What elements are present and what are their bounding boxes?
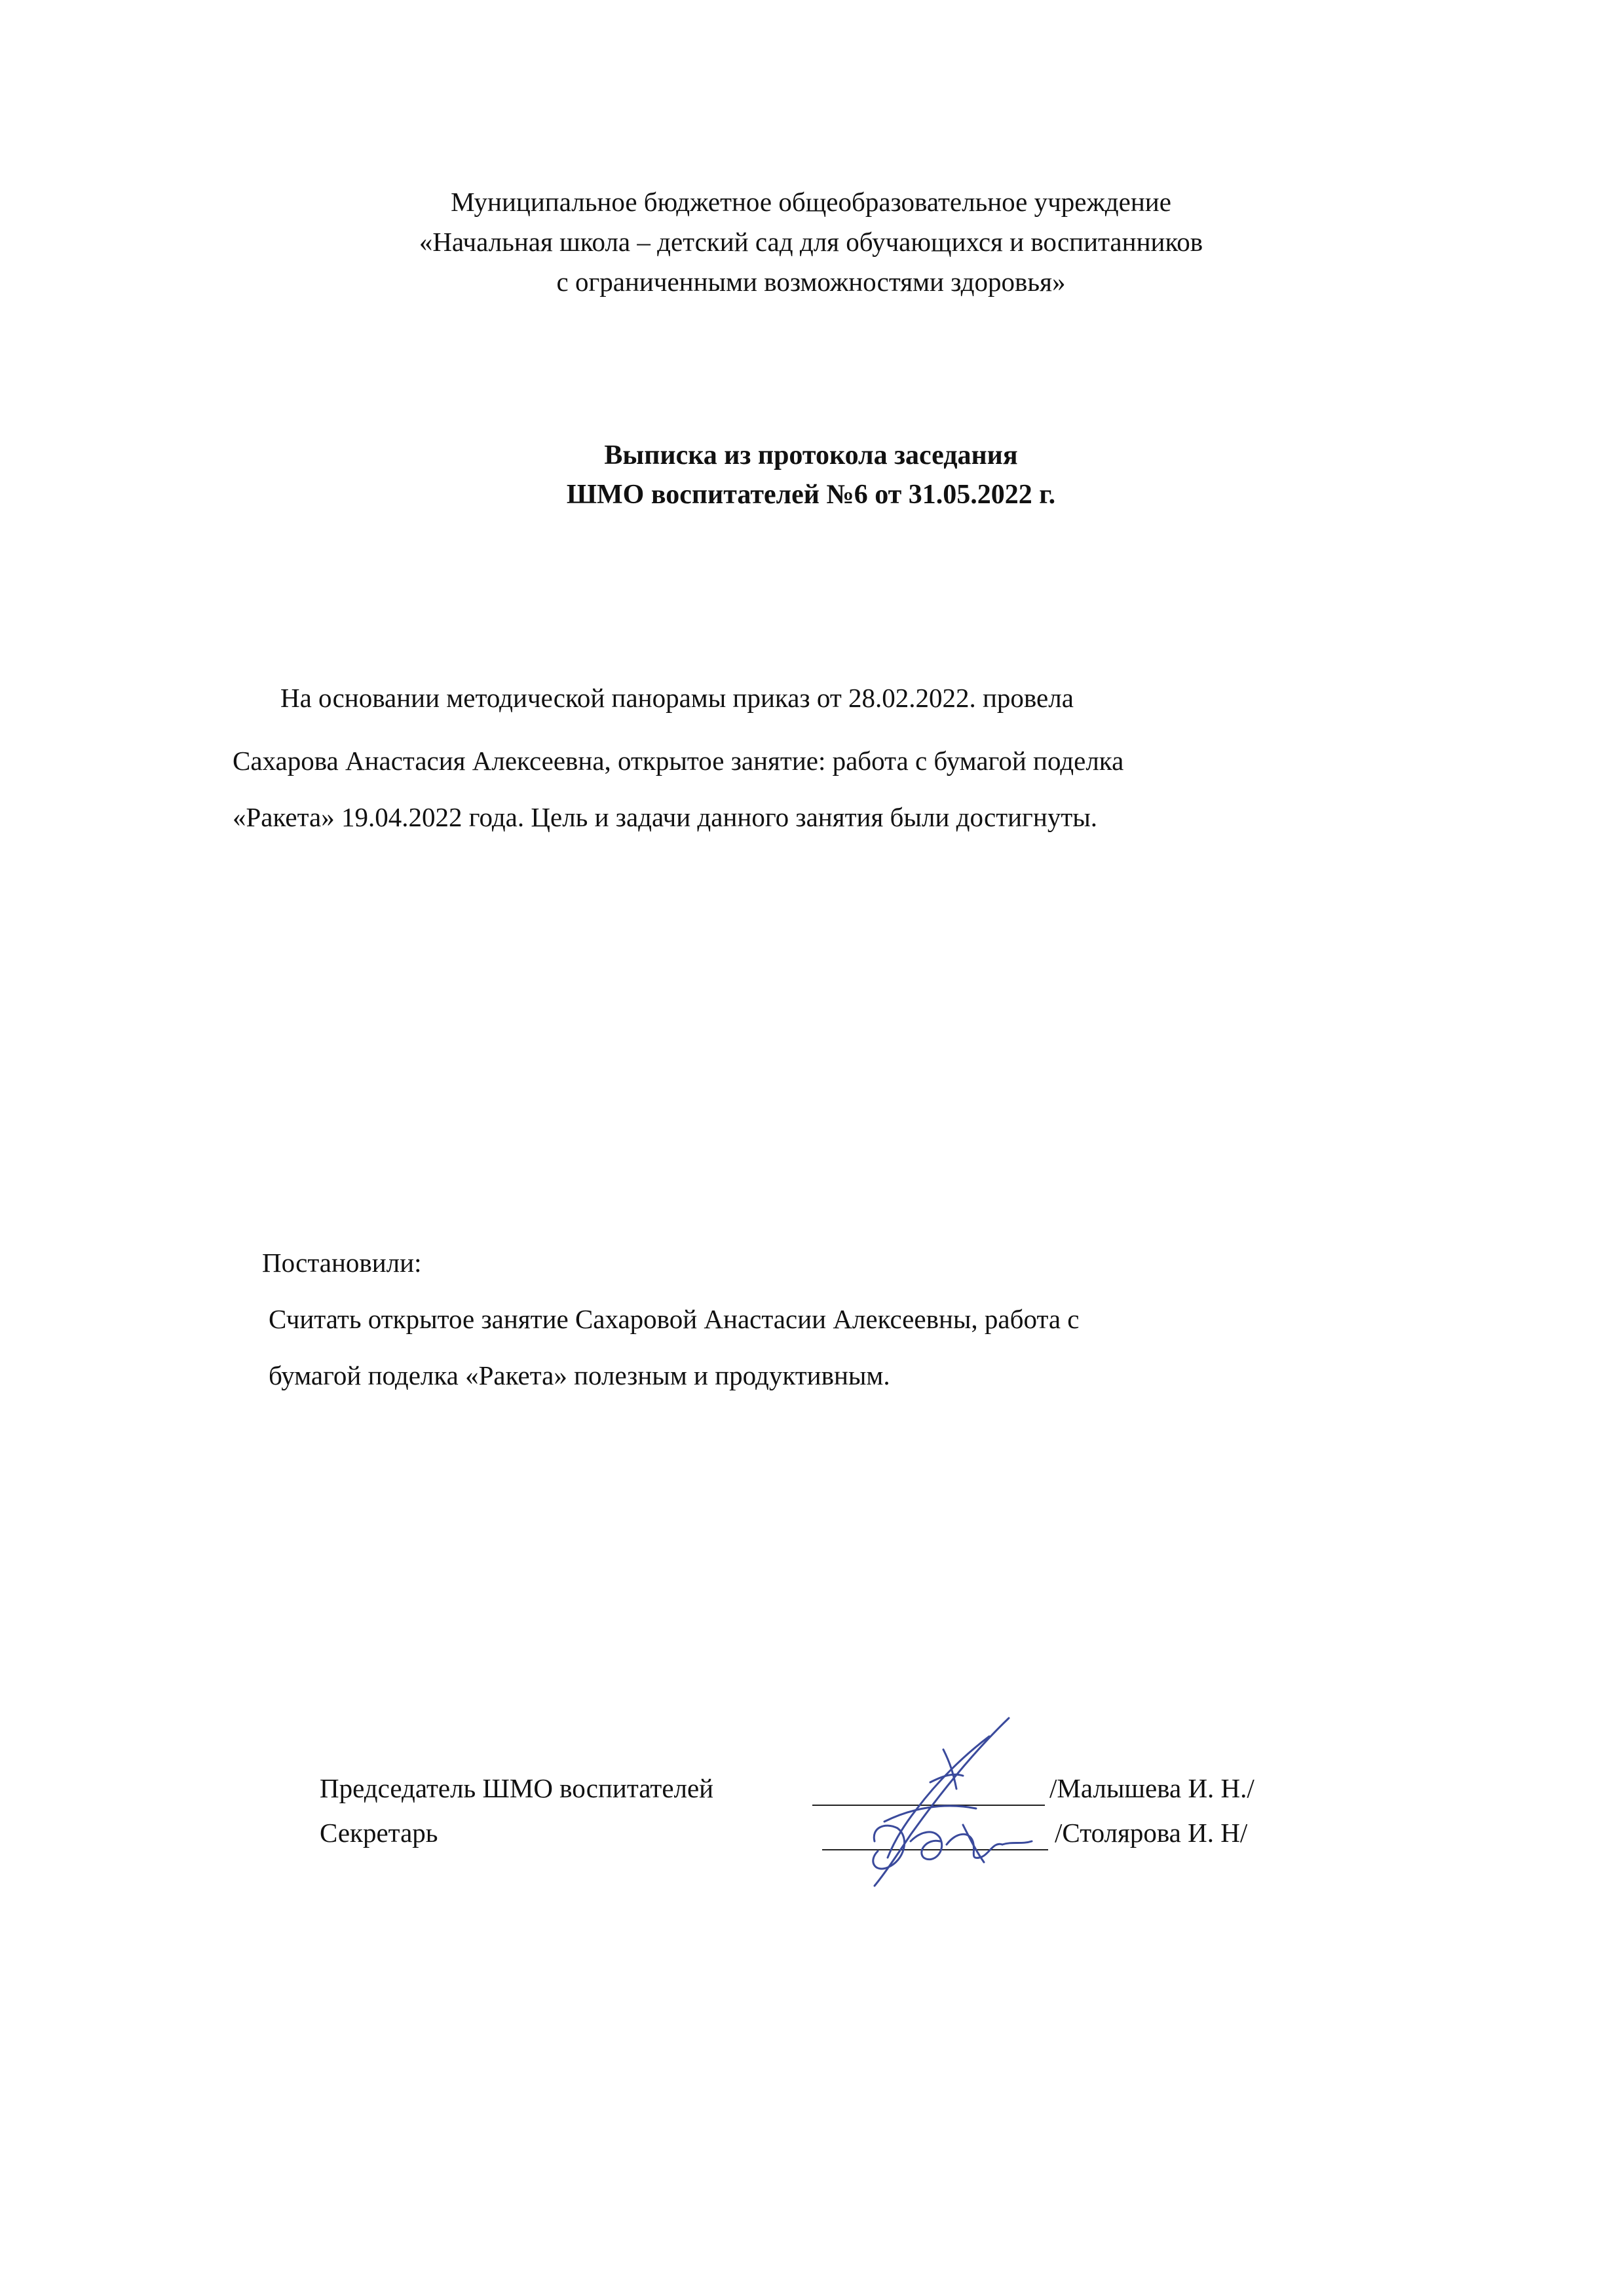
- institution-header: [0, 182, 1622, 302]
- secretary-name: /Столярова И. Н/: [1055, 1818, 1248, 1848]
- document-title: [0, 436, 1622, 514]
- title-line-1: Выписка из протокола заседания: [604, 440, 1018, 470]
- resolution-line-2: бумагой поделка «Ракета» полезным и продуктивным.: [269, 1360, 890, 1390]
- title-line-2: ШМО воспитателей №6 от 31.05.2022 г.: [566, 480, 1056, 510]
- body-line-3: «Ракета» 19.04.2022 года. Цель и задачи данного занятия были достигнуты.: [233, 802, 1098, 832]
- resolution-line-1: Считать открытое занятие Сахаровой Анастасии Алексеевны, работа с: [269, 1304, 1080, 1334]
- body-line-2: Сахарова Анастасия Алексеевна, открытое занятие: работа с бумагой поделка: [233, 746, 1124, 776]
- resolution-heading: Постановили:: [262, 1248, 422, 1278]
- header-line-2: «Начальная школа – детский сад для обучающихся и воспитанников: [419, 227, 1203, 257]
- header-line-3: с ограниченными возможностями здоровья»: [556, 267, 1066, 297]
- body-line-1: На основании методической панорамы приказ от 28.02.2022. провела: [280, 683, 1074, 713]
- header-line-1: Муниципальное бюджетное общеобразовательное учреждение: [451, 187, 1171, 217]
- chair-name: /Малышева И. Н./: [1049, 1773, 1254, 1803]
- chair-label: Председатель ШМО воспитателей: [320, 1773, 714, 1803]
- secretary-label: Секретарь: [320, 1818, 438, 1848]
- handwritten-signature: [812, 1710, 1048, 1894]
